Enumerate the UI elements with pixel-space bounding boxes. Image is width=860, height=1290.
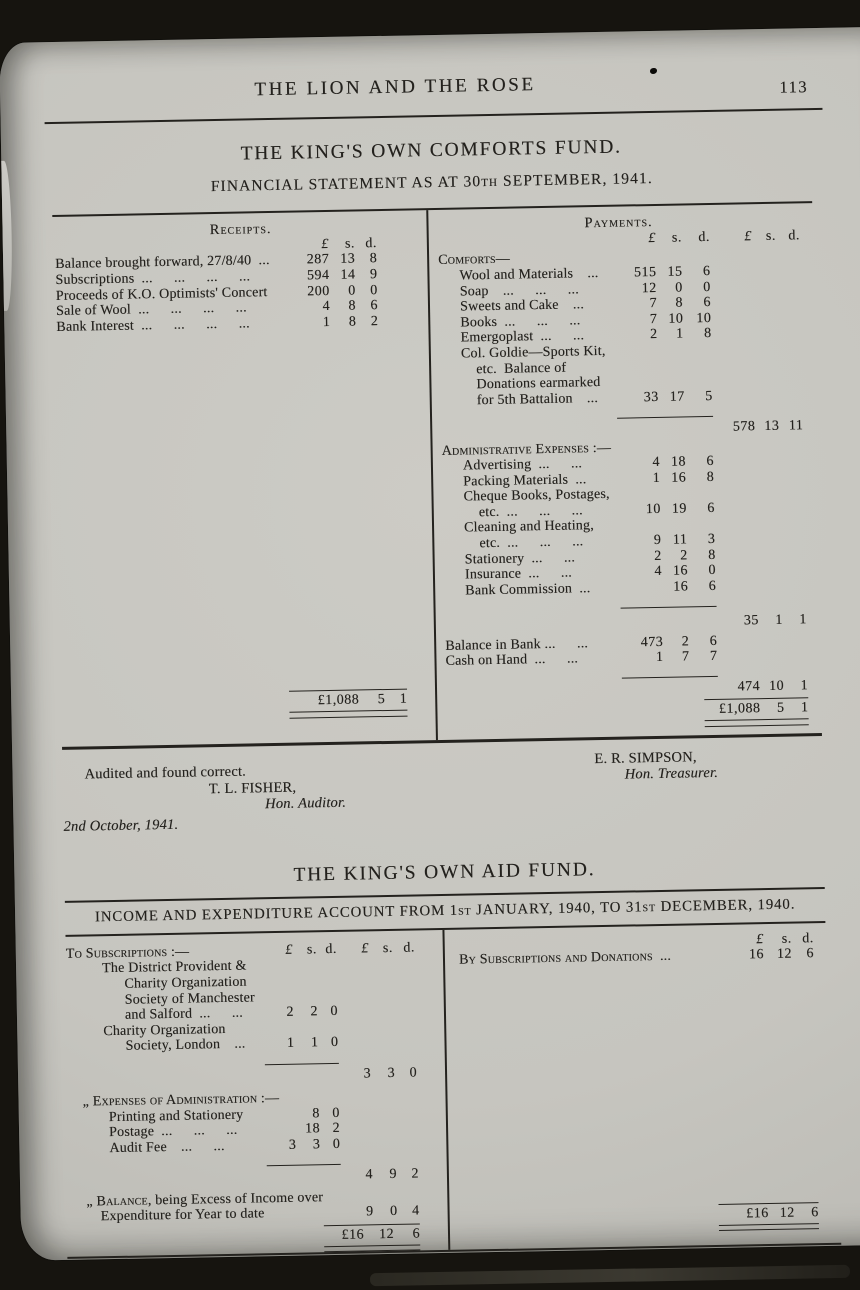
subtotal-pounds: 474 (737, 679, 761, 695)
amount-shillings: 3 (312, 1137, 321, 1153)
receipts-column (52, 210, 436, 746)
total-shillings: 5 (377, 691, 386, 708)
total-shillings: 12 (378, 1226, 395, 1243)
balance-label (70, 1190, 342, 1226)
audit-block (62, 746, 823, 846)
amount-pence: 4 (411, 1203, 420, 1219)
amount-pence: 0 (330, 1035, 339, 1051)
total-row (324, 1226, 420, 1243)
subtotal-pence: 1 (800, 678, 809, 694)
col-header-shillings: s. (765, 228, 776, 244)
amount-shillings: 2 (310, 1004, 319, 1020)
amount-shillings: 16 (672, 563, 689, 579)
table-row (66, 955, 444, 1024)
amount-shillings: 2 (681, 634, 690, 650)
amount-pence: 10 (696, 310, 712, 326)
row-label: Postage ... ... ... (108, 1123, 238, 1141)
col-header-shillings: s. (306, 942, 317, 958)
amount-shillings: 2 (679, 548, 688, 564)
amount-shillings: 18 (304, 1121, 321, 1137)
subtotal-pounds: 4 (365, 1167, 374, 1183)
amount-pence: 6 (707, 500, 715, 516)
amount-pounds: 2 (649, 327, 658, 343)
row-label: Sweets and Cake ... (459, 297, 585, 315)
amount-pence: 6 (806, 946, 815, 962)
receipts-heading: Receipts. (209, 221, 272, 239)
audit-note: Audited and found correct. (84, 763, 247, 783)
amount-shillings: 11 (672, 532, 688, 548)
amount-shillings: 8 (348, 314, 357, 330)
page-content (49, 28, 831, 1259)
amount-pence: 8 (706, 469, 715, 485)
row-label: Balance in Bank ... ... (445, 635, 589, 654)
amount-pounds: 473 (640, 634, 664, 650)
total-shillings: 12 (779, 1205, 795, 1221)
subtotal-pounds: 3 (363, 1065, 372, 1081)
amount-pence: 0 (330, 1004, 339, 1020)
book-page (0, 27, 860, 1261)
book-edge-highlight (370, 1265, 850, 1286)
row-label: The District Provident & Charity Organization Society of Manchester and Salford ... ... (101, 958, 255, 1023)
expenditure-total (324, 1223, 420, 1252)
total-pence: 1 (800, 700, 809, 716)
amount-shillings: 13 (340, 251, 356, 268)
amount-pounds: 9 (653, 532, 662, 549)
col-header-pounds: £ (361, 941, 369, 957)
subtotal-shillings: 3 (387, 1065, 396, 1081)
col-header-pounds: £ (744, 228, 752, 245)
amount-pounds: 7 (649, 311, 658, 327)
amount-pounds: 287 (306, 252, 330, 268)
page-number: 113 (779, 77, 809, 97)
amount-pence: 0 (703, 279, 711, 295)
row-label: Sale of Wool ... ... ... ... (55, 300, 247, 320)
amount-pounds: 4 (654, 564, 663, 580)
amount-pounds: 1 (655, 650, 664, 666)
amount-pence: 7 (709, 649, 718, 665)
auditor-name: T. L. FISHER, (208, 779, 297, 797)
total-pence: 1 (399, 691, 408, 707)
subtotal-shillings: 10 (768, 679, 785, 695)
total-pounds: £1,088 (718, 701, 761, 717)
row-label: Soap ... ... ... (459, 281, 579, 300)
balance-label-prefix: „ Balance, (86, 1193, 152, 1210)
amount-pence: 3 (707, 531, 716, 548)
col-header-pence: d. (802, 930, 814, 947)
double-rule (719, 1223, 819, 1231)
amount-shillings: 8 (312, 1105, 320, 1122)
total-row (289, 692, 407, 710)
col-header-pence: d. (788, 228, 800, 244)
income-column (442, 923, 831, 1251)
amount-pence: 6 (709, 633, 718, 649)
double-rule (705, 718, 809, 726)
amount-shillings: 15 (667, 264, 683, 280)
total-pence: 6 (412, 1226, 421, 1242)
fund1-title: THE KING'S OWN COMFORTS FUND. (240, 136, 622, 165)
masthead (50, 72, 811, 124)
page-curl (1, 161, 13, 311)
total-pounds: £16 (746, 1205, 769, 1222)
table-row (440, 340, 803, 409)
subtotal-pence: 11 (788, 418, 804, 434)
amount-shillings: 1 (310, 1035, 319, 1051)
amount-pounds: 16 (748, 947, 765, 963)
amount-pence: 6 (703, 295, 712, 311)
treasurer-title: Hon. Treasurer. (624, 764, 719, 783)
amount-pounds: 9 (365, 1204, 374, 1220)
amount-pounds: 7 (649, 296, 658, 312)
total-pence: 6 (811, 1205, 819, 1221)
col-header-shillings: s. (671, 230, 682, 246)
subtotal-pounds: 35 (743, 613, 759, 629)
amount-shillings: 16 (671, 470, 687, 486)
col-header-shillings: s. (781, 931, 792, 947)
row-label: Proceeds of K.O. Optimists' Concert (55, 284, 268, 304)
amount-pence: 0 (708, 563, 717, 579)
double-rule (289, 710, 407, 719)
row-label: Audit Fee ... ... (109, 1138, 225, 1157)
comforts-heading: Comforts— (438, 252, 511, 269)
amount-pence: 2 (370, 313, 379, 329)
amount-pounds: 2 (653, 548, 662, 564)
subtotal-rule (617, 416, 713, 419)
total-row (719, 1205, 819, 1222)
amount-shillings: 10 (668, 311, 684, 327)
row-label: Bank Interest ... ... ... ... (56, 316, 250, 335)
col-header-shillings: s. (382, 940, 393, 956)
amount-pence: 9 (369, 267, 378, 283)
total-row (704, 700, 808, 717)
amount-pence: 8 (369, 251, 378, 267)
total-pounds: £16 (341, 1227, 365, 1243)
aid-fund-account-table (66, 923, 832, 1258)
total-pounds: £1,088 (317, 692, 360, 709)
amount-pence: 2 (332, 1121, 341, 1137)
income-total (719, 1202, 819, 1231)
row-label: Advertising ... ... (462, 456, 583, 474)
amount-pounds: 10 (645, 501, 661, 518)
receipts-total (289, 689, 407, 719)
subtotal-shillings: 9 (389, 1166, 398, 1183)
amount-shillings: 17 (669, 389, 685, 405)
total-shillings: 5 (776, 700, 785, 716)
admin-expenses-heading: Administrative Expenses :— (441, 440, 612, 459)
row-label: Cleaning and Heating, etc. ... ... ... (463, 518, 594, 552)
subtotal-rule (621, 606, 717, 609)
subtotal-shillings: 13 (764, 418, 780, 434)
amount-shillings: 0 (348, 283, 356, 299)
col-header-pounds: £ (285, 942, 293, 958)
amount-pounds: 3 (288, 1137, 297, 1153)
amount-pence: 6 (370, 298, 379, 314)
payments-total (704, 697, 808, 726)
expenses-of-administration-heading: „ Expenses of Administration :— (82, 1091, 280, 1110)
amount-shillings: 19 (671, 501, 687, 517)
amount-shillings: 8 (348, 298, 357, 314)
row-label: Printing and Stationery (108, 1107, 244, 1125)
masthead-rule (45, 108, 823, 124)
col-header-pence: d. (403, 940, 415, 956)
row-label: Books ... ... ... (460, 313, 581, 331)
col-header-pence: d. (365, 235, 377, 252)
treasurer-name: E. R. SIMPSON, (594, 748, 697, 767)
journal-title: THE LION AND THE ROSE (254, 74, 536, 101)
amount-shillings: 18 (670, 454, 687, 470)
row-label: Insurance ... ... (464, 565, 573, 583)
amount-pounds: 2 (286, 1004, 295, 1021)
expenditure-column (66, 930, 449, 1258)
amount-pence: 6 (702, 263, 711, 280)
payments-heading: Payments. (584, 214, 653, 232)
amount-shillings: 8 (675, 295, 684, 311)
amount-shillings: 7 (681, 649, 690, 665)
balance-row (70, 1188, 448, 1226)
subtotal-pence: 1 (799, 612, 807, 628)
comforts-fund-statement-table (52, 201, 822, 749)
balance-label-rest: being Excess of Income over Expenditure for Year to date (100, 1189, 324, 1225)
col-header-pence: d. (325, 941, 337, 957)
amount-pence: 8 (703, 326, 712, 342)
row-label: Balance brought forward, 27/8/40 ... (55, 253, 270, 273)
subtotal-rule (267, 1164, 341, 1166)
col-header-pounds: £ (648, 230, 656, 246)
row-label: Packing Materials ... (463, 471, 587, 490)
amount-pounds: 12 (641, 280, 657, 296)
auditor-title: Hon. Auditor. (264, 794, 347, 812)
amount-shillings: 16 (673, 579, 689, 595)
row-label: Emergoplast ... ... (460, 328, 585, 346)
row-label: Cash on Hand ... ... (445, 651, 579, 670)
col-header-pounds: £ (321, 236, 329, 252)
amount-pence: 0 (332, 1136, 341, 1152)
amount-pounds: 594 (306, 267, 330, 284)
row-label: Subscriptions ... ... ... ... (55, 269, 251, 288)
subtotal-rule (265, 1062, 339, 1064)
amount-pounds: 4 (322, 299, 331, 315)
to-subscriptions-heading: To Subscriptions :— (65, 944, 190, 962)
fund2-title: THE KING'S OWN AID FUND. (293, 858, 596, 886)
amount-pounds: 1 (286, 1036, 295, 1052)
row-label: Charity Organization Society, London ... (103, 1021, 246, 1055)
amount-pence: 6 (708, 578, 717, 594)
amount-pounds: 4 (652, 455, 661, 471)
amount-pounds: 200 (307, 283, 330, 299)
amount-pence: 6 (706, 454, 715, 470)
amount-shillings: 0 (675, 280, 683, 296)
subtotal-pounds: 578 (732, 419, 756, 435)
col-header-pence: d. (698, 229, 710, 245)
subtotal-shillings: 1 (775, 612, 783, 628)
amount-pounds: 1 (652, 470, 661, 486)
subtotal-rule (622, 676, 718, 679)
amount-shillings: 1 (675, 326, 684, 342)
amount-shillings: 12 (776, 946, 793, 963)
col-header-pounds: £ (756, 931, 764, 948)
amount-pounds: 33 (643, 389, 659, 405)
fund1-subtitle: FINANCIAL STATEMENT AS AT 30th SEPTEMBER, 1941. (210, 169, 653, 195)
row-label: Bank Commission ... (465, 581, 591, 599)
col-header-shillings: s. (344, 236, 355, 252)
fund2-subtitle: INCOME AND EXPENDITURE ACCOUNT FROM 1st JANUARY, 1940, TO 31st DECEMBER, 1940. (94, 896, 796, 926)
audit-date: 2nd October, 1941. (63, 816, 179, 835)
row-label: Stationery ... ... (464, 550, 576, 568)
amount-pounds: 1 (322, 314, 331, 330)
amount-pence: 0 (370, 282, 378, 298)
amount-pence: 0 (332, 1105, 340, 1121)
amount-shillings: 0 (389, 1204, 398, 1220)
amount-shillings: 14 (340, 267, 356, 283)
subtotal-pence: 2 (411, 1166, 420, 1182)
amount-pence: 8 (707, 547, 716, 563)
row-label: Wool and Materials ... (459, 265, 599, 284)
amount-pounds: 515 (633, 264, 657, 281)
row-label: Col. Goldie—Sports Kit, etc. Balance of Donations earmarked for 5th Battalion ... (460, 343, 606, 408)
payments-column (426, 203, 822, 739)
amount-pence: 5 (705, 388, 713, 404)
subtotal-pence: 0 (409, 1064, 418, 1081)
row-label: By Subscriptions and Donations ... (458, 949, 672, 969)
row-label: Cheque Books, Postages, etc. ... ... ... (463, 487, 610, 521)
